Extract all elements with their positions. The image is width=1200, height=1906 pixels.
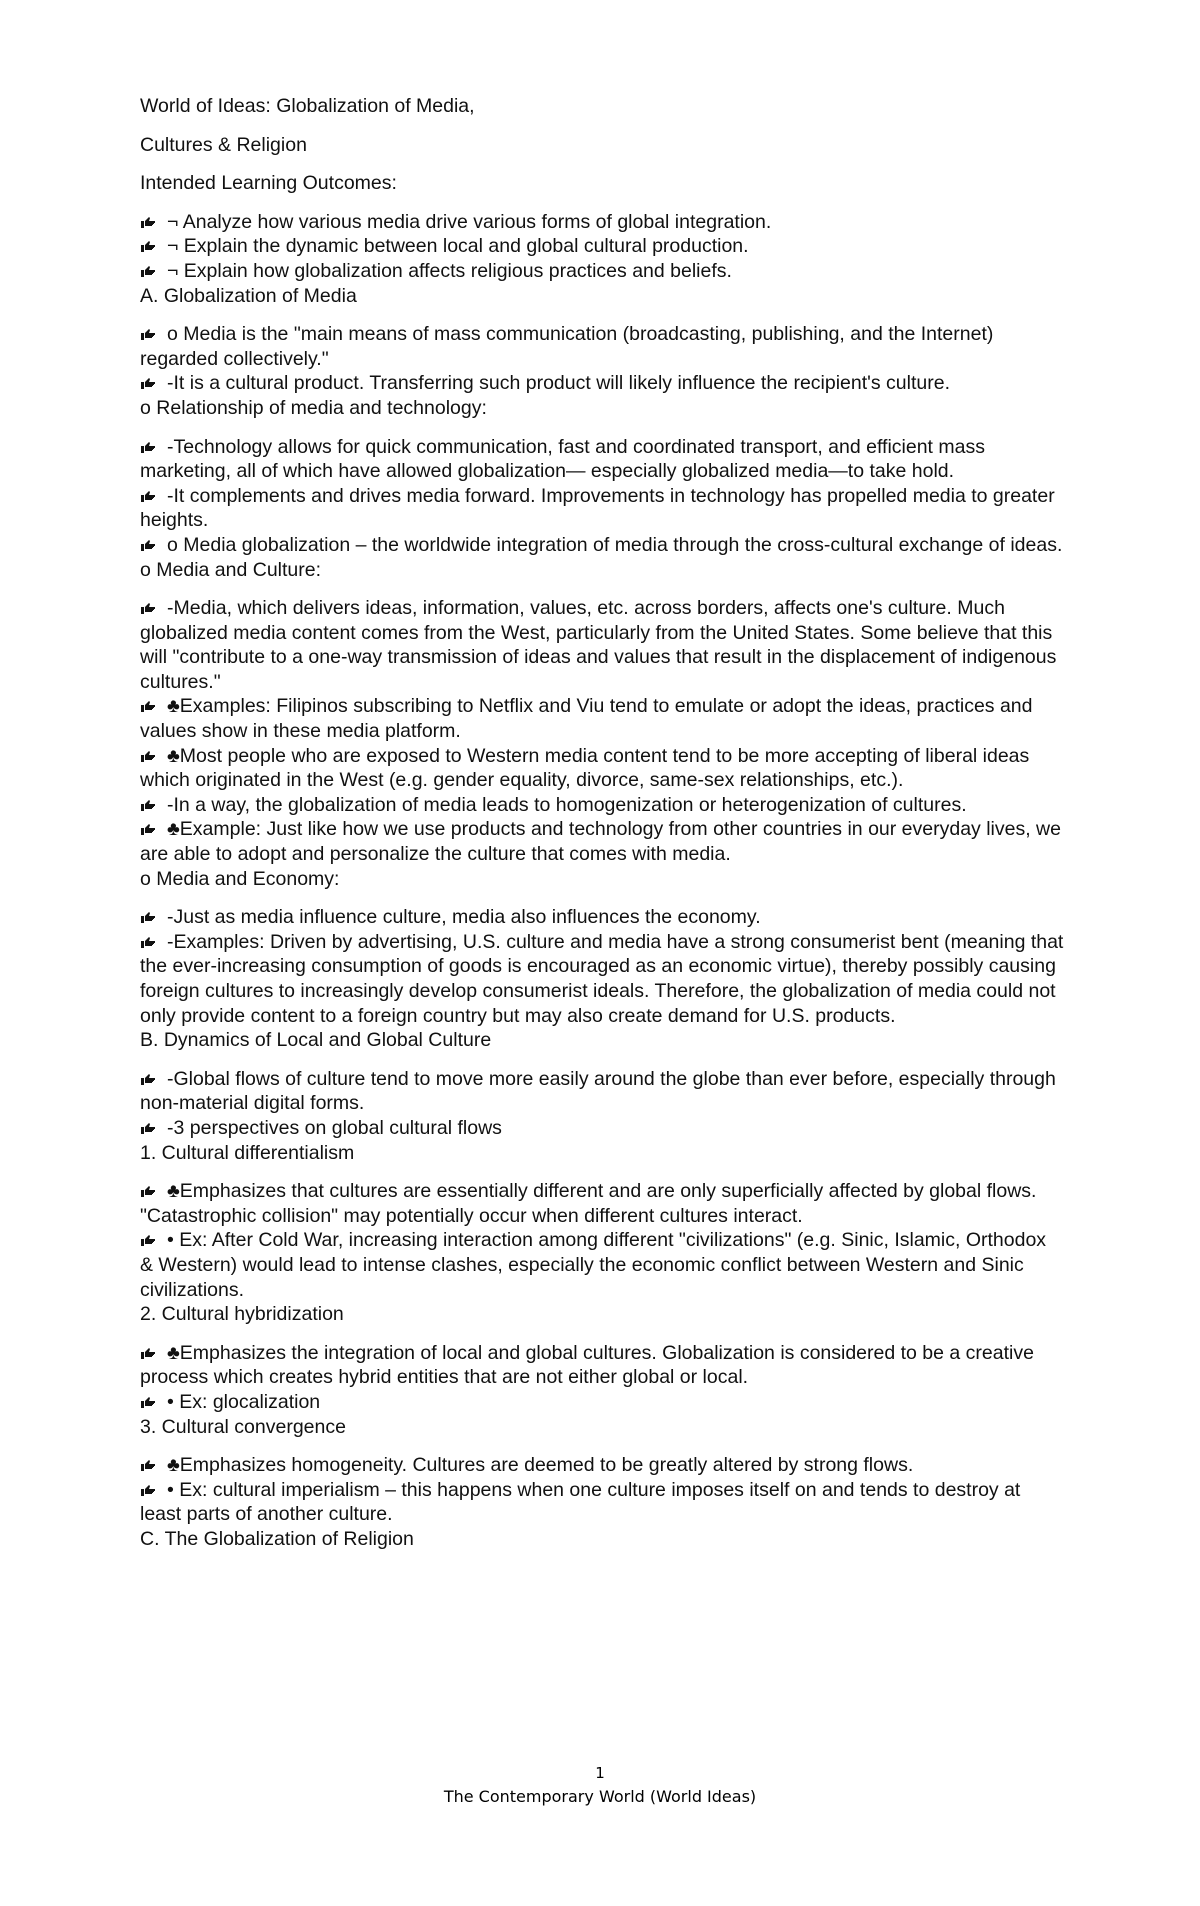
pointing-hand-icon <box>140 377 157 390</box>
subheading: o Relationship of media and technology: <box>140 396 487 419</box>
pointing-hand-icon <box>140 240 157 253</box>
pointing-hand-icon <box>140 936 157 949</box>
pointing-hand-icon <box>140 539 157 552</box>
list-item: o Media is the "main means of mass communication (broadcasting, publishing, and the Internet) regarded collectively." <box>140 323 994 370</box>
pointing-hand-icon <box>140 441 157 454</box>
section-heading-c: C. The Globalization of Religion <box>140 1527 414 1550</box>
list-item: ♣Examples: Filipinos subscribing to Netflix and Viu tend to emulate or adopt the ideas, practices and values show in these media platform. <box>140 695 1033 743</box>
subheading: o Media and Culture: <box>140 558 322 581</box>
pointing-hand-icon <box>140 700 157 713</box>
list-item: -Examples: Driven by advertising, U.S. culture and media have a strong consumerist bent (meaning that the ever-increasing consumption of goods is encouraged as an economic virtue), thereby possibly causing foreign cultures to increasingly develop consumerist ideals. Therefore, the globalization of media could not only provide content to a foreign country but may also create demand for U.S. products. <box>140 930 1064 1027</box>
pointing-hand-icon <box>140 490 157 503</box>
list-item: -Media, which delivers ideas, information, values, etc. across borders, affects one's culture. Much globalized media content comes from the West, particularly from the United States. Some believe that this will "contribute to a one-way transmission of ideas and values that result in the displacement of indigenous cultures." <box>140 597 1057 693</box>
pointing-hand-icon <box>140 799 157 812</box>
list-item: -It is a cultural product. Transferring such product will likely influence the recipient's culture. <box>140 371 1064 396</box>
list-item: o Media globalization – the worldwide integration of media through the cross-cultural exchange of ideas. <box>140 533 1064 558</box>
pointing-hand-icon <box>140 1234 157 1247</box>
list-item: -Global flows of culture tend to move more easily around the globe than ever before, especially through non-material digital forms. <box>140 1067 1056 1115</box>
list-item: ♣Emphasizes that cultures are essentially different and are only superficially affected by global flows. "Catastrophic collision" may potentially occur when different cultures interact. <box>140 1180 1037 1227</box>
pointing-hand-icon <box>140 1073 157 1086</box>
outcome-item: ¬ Explain how globalization affects religious practices and beliefs. <box>140 259 1064 284</box>
pointing-hand-icon <box>140 1396 157 1409</box>
list-item: ♣Example: Just like how we use products and technology from other countries in our everyday lives, we are able to adopt and personalize the culture that comes with media. <box>140 818 1061 866</box>
subheading: 1. Cultural differentialism <box>140 1141 355 1164</box>
subheading: 3. Cultural convergence <box>140 1415 346 1438</box>
section-heading-b: B. Dynamics of Local and Global Culture <box>140 1029 492 1052</box>
pointing-hand-icon <box>140 911 157 924</box>
pointing-hand-icon <box>140 1347 157 1360</box>
list-item: • Ex: glocalization <box>140 1390 1064 1415</box>
outcomes-heading: Intended Learning Outcomes: <box>140 172 397 195</box>
list-item: • Ex: After Cold War, increasing interaction among different "civilizations" (e.g. Sinic, Islamic, Orthodox & Western) would lead to intense clashes, especially the economic conflict between Western and Sinic civilizations. <box>140 1229 1047 1301</box>
outcome-item: ¬ Analyze how various media drive various forms of global integration. <box>140 210 1064 235</box>
subheading: 2. Cultural hybridization <box>140 1303 344 1326</box>
list-item: ♣Most people who are exposed to Western media content tend to be more accepting of liberal ideas which originated in the West (e.g. gender equality, divorce, same-sex relationships, etc.). <box>140 744 1030 792</box>
list-item: ♣Emphasizes the integration of local and global cultures. Globalization is considered to be a creative process which creates hybrid entities that are not either global or local. <box>140 1341 1034 1389</box>
pointing-hand-icon <box>140 1185 157 1198</box>
section-heading-a: A. Globalization of Media <box>140 284 357 307</box>
pointing-hand-icon <box>140 823 157 836</box>
list-item: -Technology allows for quick communication, fast and coordinated transport, and efficient mass marketing, all of which have allowed globalization— especially globalized media—to take hold. <box>140 435 985 483</box>
pointing-hand-icon <box>140 265 157 278</box>
list-item: -In a way, the globalization of media leads to homogenization or heterogenization of cultures. <box>140 793 1064 818</box>
outcome-item: ¬ Explain the dynamic between local and global cultural production. <box>140 234 1064 259</box>
pointing-hand-icon <box>140 1459 157 1472</box>
pointing-hand-icon <box>140 328 157 341</box>
pointing-hand-icon <box>140 750 157 763</box>
document-body <box>140 94 1064 1551</box>
document-title: World of Ideas: Globalization of Media, <box>140 95 475 117</box>
document-subtitle: Cultures & Religion <box>140 133 307 156</box>
list-item: -Just as media influence culture, media also influences the economy. <box>140 905 1064 930</box>
pointing-hand-icon <box>140 216 157 229</box>
footer-title: The Contemporary World (World Ideas) <box>443 1787 757 1806</box>
subheading: o Media and Economy: <box>140 867 340 890</box>
list-item: ♣Emphasizes homogeneity. Cultures are deemed to be greatly altered by strong flows. <box>140 1453 1064 1478</box>
pointing-hand-icon <box>140 1484 157 1497</box>
list-item: -It complements and drives media forward. Improvements in technology has propelled media to greater heights. <box>140 484 1055 532</box>
pointing-hand-icon <box>140 602 157 615</box>
list-item: • Ex: cultural imperialism – this happens when one culture imposes itself on and tends to destroy at least parts of another culture. <box>140 1478 1021 1526</box>
pointing-hand-icon <box>140 1122 157 1135</box>
page-number: 1 <box>595 1764 605 1782</box>
list-item: -3 perspectives on global cultural flows <box>140 1116 1064 1141</box>
